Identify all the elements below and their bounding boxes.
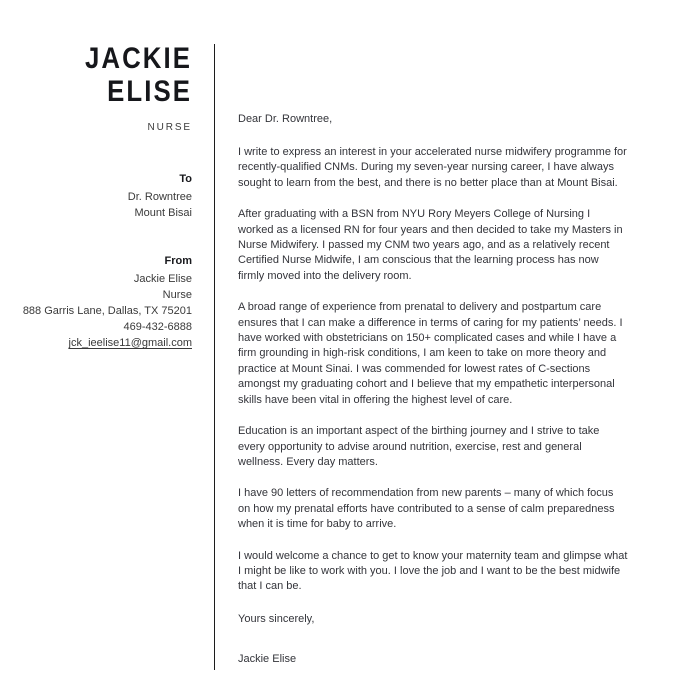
recipient-name: Dr. Rowntree bbox=[127, 191, 192, 203]
letter-paragraph: I would welcome a chance to get to know your maternity team and glimpse what I might be like to work with you. I love the job and I want to be the best midwife that I can be. bbox=[238, 549, 628, 593]
vertical-divider-rule bbox=[214, 44, 215, 670]
letter-paragraph: After graduating with a BSN from NYU Rory Meyers College of Nursing I worked as a licensed RN for four years and then decided to take my Masters in Nurse Midwifery. I passed my CNM two years ago, and as a relatively recent Certified Nurse Midwife, I am conscious that the learning process has now firmly moved into the delivery room. bbox=[238, 208, 623, 282]
recipient-block bbox=[0, 171, 192, 221]
sender-address: 888 Garris Lane, Dallas, TX 75201 bbox=[22, 305, 192, 317]
sidebar-column bbox=[0, 0, 192, 351]
letter-salutation: Dear Dr. Rowntree, bbox=[238, 113, 333, 125]
letter-paragraph: A broad range of experience from prenatal to delivery and postpartum care ensures that I can make a difference in terms of caring for my patients’ needs. I have worked with obstetricians on 150+ complicated cases and while I have a firm grounding in high-risk conditions, I am keen to take on more theory and practice at Mount Sinai. I was commended for lowest rates of C-sections amongst my graduating cohort and I believe that my empathetic interpersonal skills have been vital in offering the highest level of care. bbox=[238, 301, 623, 406]
recipient-organization: Mount Bisai bbox=[134, 207, 192, 219]
job-title: NURSE bbox=[147, 122, 192, 133]
letter-paragraph: I have 90 letters of recommendation from new parents – many of which focus on how my prenatal efforts have contributed to a sense of calm preparedness when it is time for baby to arrive. bbox=[238, 487, 615, 531]
name-header bbox=[0, 42, 192, 108]
recipient-label: To bbox=[179, 173, 192, 185]
sender-label: From bbox=[164, 255, 192, 267]
letter-body bbox=[238, 111, 628, 668]
sender-phone: 469-432-6888 bbox=[123, 321, 192, 333]
letter-signature: Jackie Elise bbox=[238, 652, 297, 665]
first-name: JACKIE bbox=[84, 42, 192, 75]
sender-name: Jackie Elise bbox=[133, 273, 192, 285]
sender-email-link[interactable]: jck_ieelise11@gmail.com bbox=[68, 337, 192, 349]
sender-block bbox=[0, 253, 192, 351]
sender-title: Nurse bbox=[162, 289, 192, 301]
letter-closing: Yours sincerely, bbox=[238, 612, 315, 625]
letter-paragraph: Education is an important aspect of the birthing journey and I strive to take every opportunity to advise around nutrition, exercise, rest and general wellness. Every day matters. bbox=[238, 425, 600, 468]
last-name: ELISE bbox=[107, 75, 192, 108]
letter-paragraph: I write to express an interest in your accelerated nurse midwifery programme for recently-qualified CNMs. During my seven-year nursing career, I have always sought to learn from the best, and there is no better place than at Mount Bisai. bbox=[238, 146, 627, 189]
